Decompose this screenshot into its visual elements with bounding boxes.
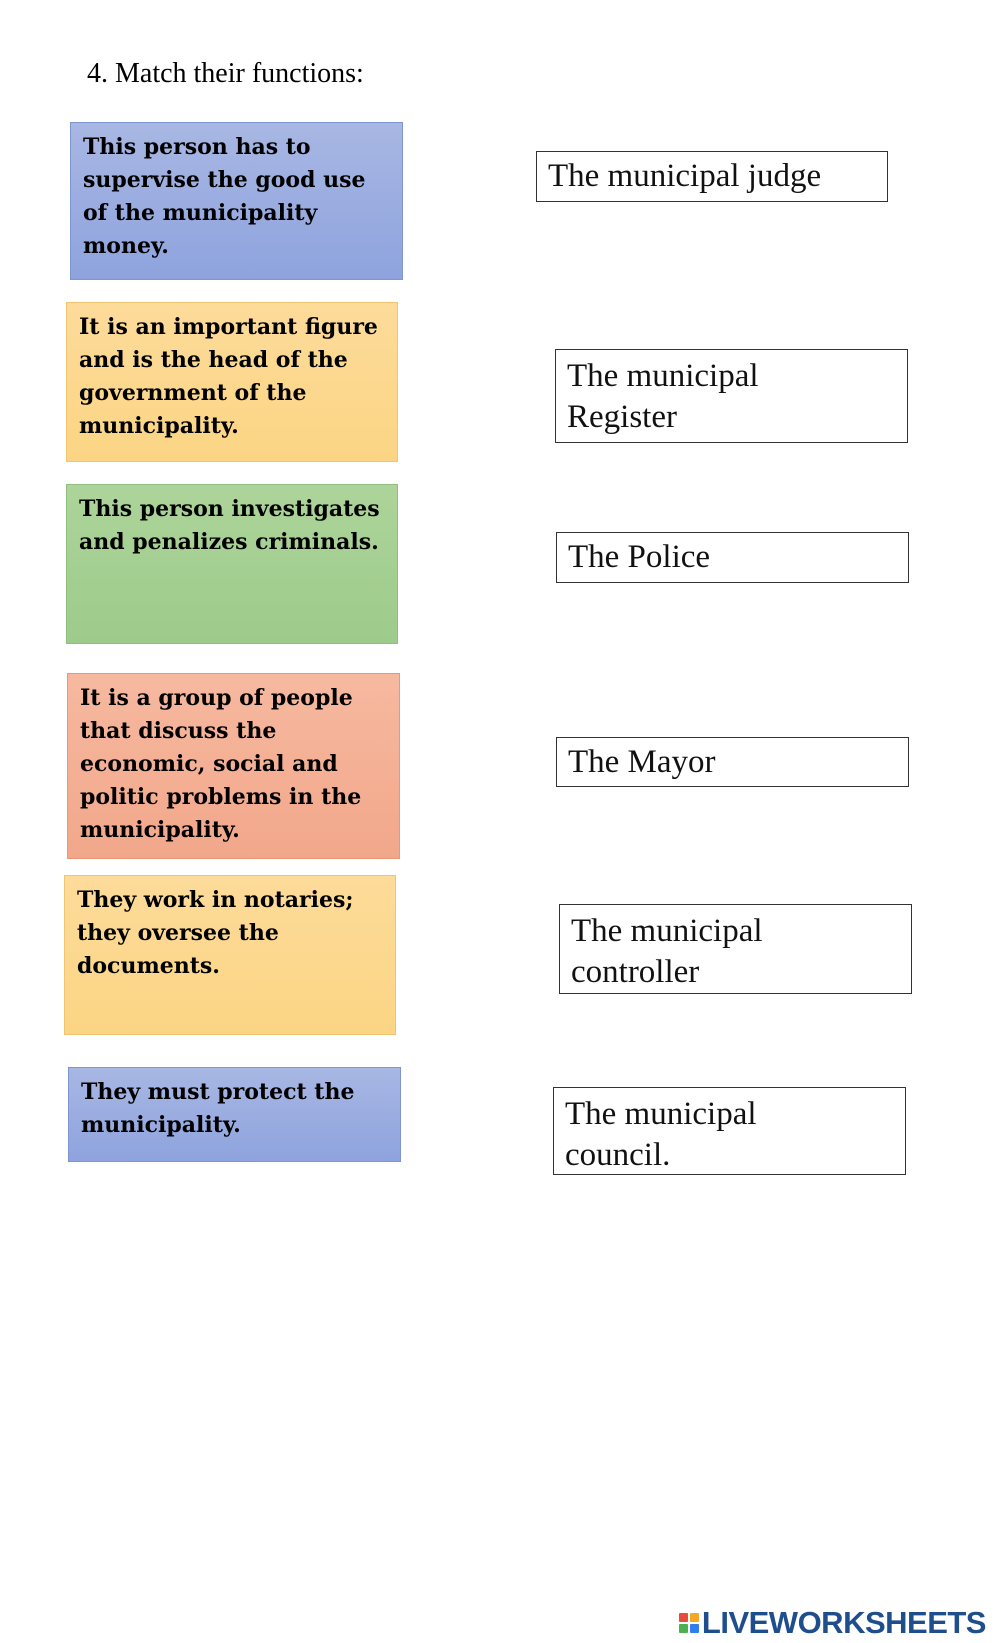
definition-text: This person investigates and penalizes criminals. — [79, 496, 380, 555]
definition-card[interactable] — [67, 673, 400, 859]
term-text: The municipal Register — [567, 358, 759, 435]
definition-text: They must protect the municipality. — [81, 1079, 355, 1138]
logo-square-red — [679, 1613, 688, 1622]
worksheet-title: 4. Match their functions: — [87, 58, 364, 89]
logo-text: LIVEWORKSHEETS — [701, 1605, 986, 1640]
definition-card[interactable] — [68, 1067, 401, 1162]
logo-square-orange — [690, 1613, 699, 1622]
logo-square-blue — [690, 1624, 699, 1633]
definition-card[interactable] — [70, 122, 403, 280]
definition-text: This person has to supervise the good use of the municipality money. — [83, 134, 366, 259]
term-text: The municipal judge — [548, 158, 822, 194]
definition-card[interactable] — [64, 875, 396, 1035]
term-box[interactable] — [555, 349, 908, 443]
term-box[interactable] — [556, 532, 909, 583]
term-box[interactable] — [553, 1087, 906, 1175]
term-box[interactable] — [536, 151, 888, 202]
term-box[interactable] — [559, 904, 912, 994]
definition-text: It is a group of people that discuss the economic, social and politic problems in the municipality. — [80, 685, 362, 843]
definition-text: They work in notaries; they oversee the documents. — [77, 887, 354, 979]
logo-grid-icon — [679, 1613, 699, 1633]
term-text: The Police — [568, 539, 711, 575]
definition-card[interactable] — [66, 484, 398, 644]
term-text: The Mayor — [568, 744, 716, 780]
term-text: The municipal council. — [565, 1096, 757, 1173]
liveworksheets-logo — [679, 1607, 986, 1639]
definition-card[interactable] — [66, 302, 398, 462]
logo-square-green — [679, 1624, 688, 1633]
term-box[interactable] — [556, 737, 909, 787]
definition-text: It is an important figure and is the head of the government of the municipality. — [79, 314, 378, 439]
term-text: The municipal controller — [571, 913, 763, 990]
